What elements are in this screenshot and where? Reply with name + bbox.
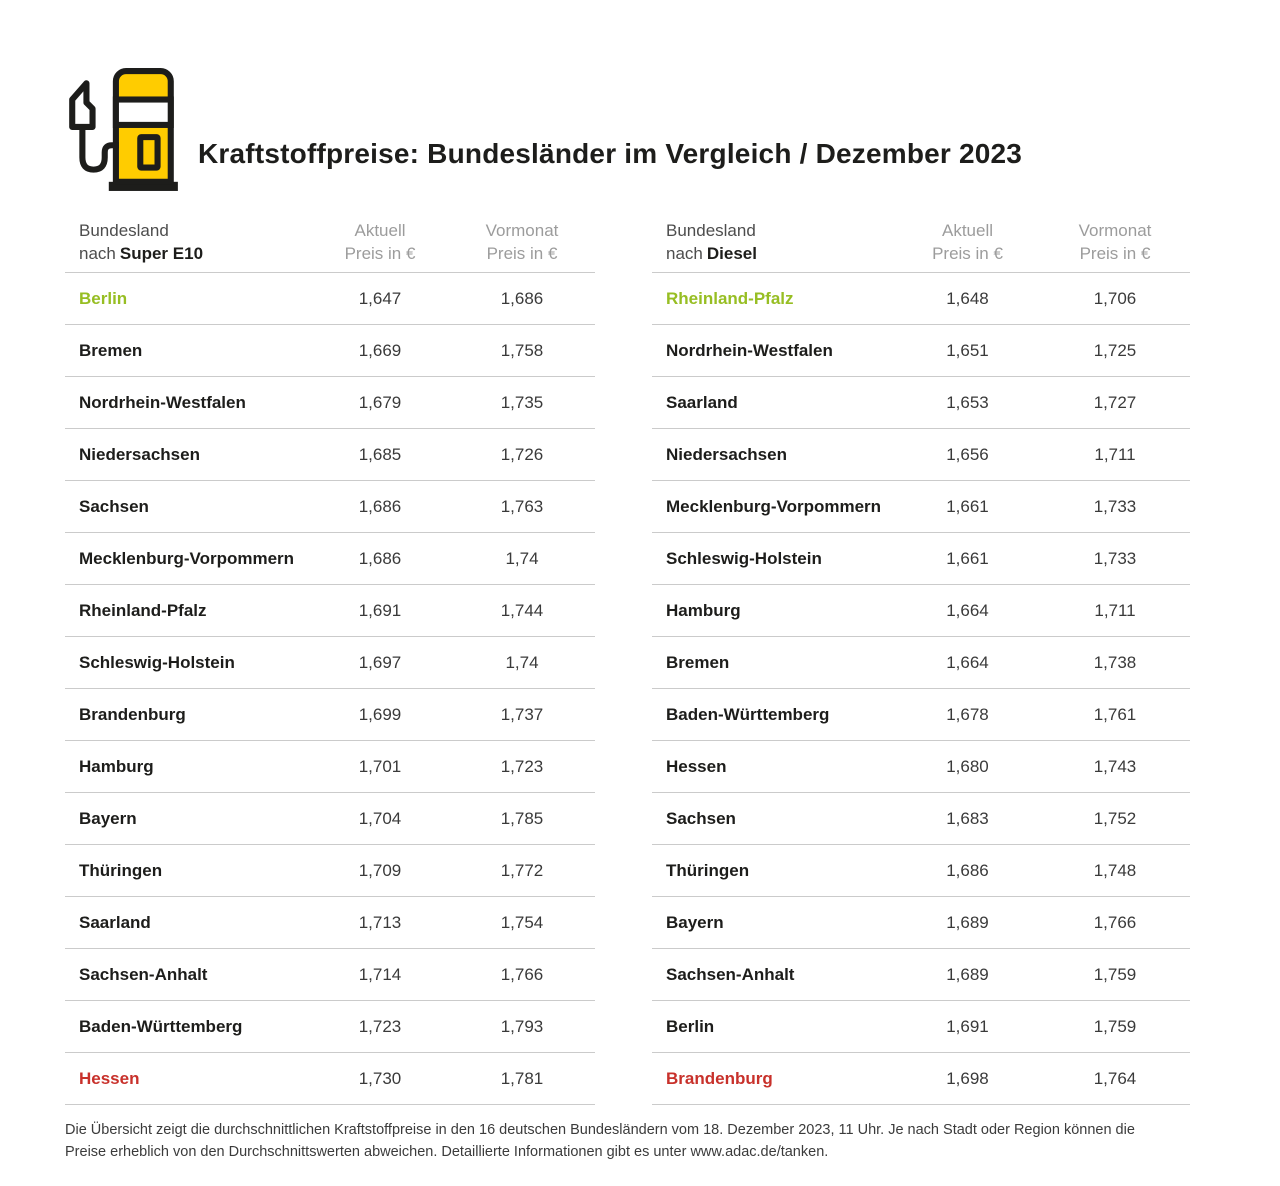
vormonat-price: 1,743 <box>1093 756 1137 776</box>
aktuell-price: 1,685 <box>358 444 402 464</box>
vormonat-price: 1,74 <box>505 548 539 568</box>
table-row <box>65 897 595 949</box>
vormonat-price: 1,738 <box>1093 652 1137 672</box>
vormonat-price: 1,754 <box>500 912 544 932</box>
fuel-name-label: Super E10 <box>119 244 204 263</box>
table-row <box>652 273 1190 325</box>
footnote-line2: Preise erheblich von den Durchschnittswerten abweichen. Detaillierte Informationen gibt es unter www.adac.de/tanken. <box>65 1144 829 1160</box>
state-name: Hessen <box>666 756 727 776</box>
state-name: Berlin <box>666 1016 715 1036</box>
vormonat-price: 1,772 <box>500 860 544 880</box>
vormonat-price: 1,766 <box>500 964 544 984</box>
vormonat-column-header: Vormonat Preis in € <box>1078 221 1152 263</box>
vormonat-price: 1,748 <box>1093 860 1137 880</box>
state-name: Saarland <box>666 392 738 412</box>
state-name: Rheinland-Pfalz <box>79 600 207 620</box>
state-name: Mecklenburg-Vorpommern <box>79 548 295 568</box>
footnote <box>65 1119 1225 1163</box>
vormonat-price: 1,761 <box>1093 704 1137 724</box>
table-row <box>652 1053 1190 1105</box>
aktuell-price: 1,698 <box>946 1068 989 1088</box>
aktuell-price: 1,678 <box>946 704 989 724</box>
state-name: Sachsen-Anhalt <box>79 964 208 984</box>
aktuell-price: 1,653 <box>946 392 989 412</box>
state-name: Bayern <box>666 912 724 932</box>
table-row <box>652 429 1190 481</box>
state-column-header <box>65 219 311 265</box>
vormonat-price: 1,686 <box>500 288 544 308</box>
table-row <box>65 845 595 897</box>
table-row <box>652 325 1190 377</box>
aktuell-price: 1,699 <box>358 704 402 724</box>
page-title: Kraftstoffpreise: Bundesländer im Vergleich / Dezember 2023 <box>198 138 1023 169</box>
table-header <box>65 219 595 273</box>
table-header <box>652 219 1190 273</box>
table-body <box>652 273 1190 1105</box>
vormonat-price: 1,733 <box>1093 496 1137 516</box>
state-name: Bremen <box>79 340 143 360</box>
footnote-line1: Die Übersicht zeigt die durchschnittlichen Kraftstoffpreise in den 16 deutschen Bundesländern vom 18. Dezember 2023, 11 Uhr. Je nach Stadt oder Region können die <box>65 1122 1135 1138</box>
vormonat-price: 1,793 <box>500 1016 544 1036</box>
aktuell-column-header: Aktuell Preis in € <box>344 221 416 263</box>
table-row <box>652 689 1190 741</box>
table-row <box>65 533 595 585</box>
state-name: Brandenburg <box>79 704 186 724</box>
table-row <box>65 689 595 741</box>
table-row <box>652 533 1190 585</box>
aktuell-price: 1,661 <box>946 496 989 516</box>
aktuell-price: 1,713 <box>358 912 402 932</box>
vormonat-column-header: Vormonat Preis in € <box>485 221 559 263</box>
table-row <box>65 429 595 481</box>
aktuell-price: 1,714 <box>358 964 402 984</box>
vormonat-price: 1,744 <box>500 600 544 620</box>
state-name: Niedersachsen <box>79 444 200 464</box>
diesel-table <box>652 219 1190 1105</box>
aktuell-price: 1,709 <box>358 860 402 880</box>
state-name: Baden-Württemberg <box>79 1016 243 1036</box>
table-row <box>652 377 1190 429</box>
aktuell-price: 1,686 <box>358 548 402 568</box>
state-name: Bayern <box>79 808 137 828</box>
aktuell-price: 1,686 <box>946 860 989 880</box>
table-row <box>652 741 1190 793</box>
vormonat-price: 1,726 <box>500 444 544 464</box>
aktuell-price: 1,680 <box>946 756 989 776</box>
table-row <box>65 325 595 377</box>
state-name: Bremen <box>666 652 730 672</box>
state-name: Berlin <box>79 288 128 308</box>
table-row <box>652 793 1190 845</box>
vormonat-price: 1,766 <box>1093 912 1137 932</box>
state-name: Hamburg <box>79 756 154 776</box>
fuel-name-label: Diesel <box>706 244 757 263</box>
state-header-line1: Bundesland <box>666 221 756 240</box>
aktuell-price: 1,730 <box>358 1068 402 1088</box>
vormonat-price: 1,727 <box>1093 392 1137 412</box>
aktuell-price: 1,689 <box>946 912 989 932</box>
table-row <box>65 1053 595 1105</box>
state-name: Sachsen <box>79 496 149 516</box>
table-row <box>652 845 1190 897</box>
vormonat-price: 1,758 <box>500 340 544 360</box>
table-row <box>65 793 595 845</box>
vormonat-price: 1,759 <box>1093 964 1137 984</box>
state-name: Sachsen-Anhalt <box>666 964 795 984</box>
state-name: Mecklenburg-Vorpommern <box>666 496 882 516</box>
state-name: Saarland <box>79 912 151 932</box>
vormonat-price: 1,759 <box>1093 1016 1137 1036</box>
aktuell-price: 1,661 <box>946 548 989 568</box>
aktuell-price: 1,664 <box>946 600 989 620</box>
state-name: Thüringen <box>666 860 750 880</box>
aktuell-price: 1,651 <box>946 340 989 360</box>
aktuell-price: 1,691 <box>946 1016 989 1036</box>
vormonat-price: 1,706 <box>1093 288 1137 308</box>
state-name: Thüringen <box>79 860 163 880</box>
aktuell-price: 1,669 <box>358 340 402 360</box>
vormonat-price: 1,785 <box>500 808 544 828</box>
aktuell-price: 1,723 <box>358 1016 402 1036</box>
table-row <box>65 1001 595 1053</box>
table-row <box>652 897 1190 949</box>
vormonat-price: 1,752 <box>1093 808 1137 828</box>
aktuell-price: 1,679 <box>358 392 402 412</box>
fuel-pump-icon <box>62 66 182 194</box>
table-body <box>65 273 595 1105</box>
aktuell-price: 1,701 <box>358 756 402 776</box>
aktuell-price: 1,656 <box>946 444 989 464</box>
state-name: Brandenburg <box>666 1068 773 1088</box>
table-row <box>65 949 595 1001</box>
state-header-line2: nach Diesel <box>666 244 757 263</box>
vormonat-price: 1,74 <box>505 652 539 672</box>
super-e10-table <box>65 219 595 1105</box>
vormonat-price: 1,725 <box>1093 340 1137 360</box>
table-row <box>65 273 595 325</box>
vormonat-price: 1,764 <box>1093 1068 1137 1088</box>
aktuell-price: 1,704 <box>358 808 402 828</box>
aktuell-price: 1,689 <box>946 964 989 984</box>
vormonat-price: 1,735 <box>500 392 544 412</box>
vormonat-price: 1,781 <box>500 1068 544 1088</box>
table-row <box>652 637 1190 689</box>
table-row <box>652 1001 1190 1053</box>
state-name: Niedersachsen <box>666 444 787 464</box>
state-name: Sachsen <box>666 808 736 828</box>
table-row <box>652 949 1190 1001</box>
state-name: Hamburg <box>666 600 741 620</box>
table-row <box>65 741 595 793</box>
table-row <box>652 585 1190 637</box>
vormonat-price: 1,733 <box>1093 548 1137 568</box>
vormonat-price: 1,711 <box>1094 600 1136 620</box>
aktuell-column-header: Aktuell Preis in € <box>932 221 1003 263</box>
aktuell-price: 1,686 <box>358 496 402 516</box>
state-name: Nordrhein-Westfalen <box>79 392 246 412</box>
vormonat-price: 1,737 <box>500 704 544 724</box>
state-header-line1: Bundesland <box>79 221 169 240</box>
aktuell-price: 1,683 <box>946 808 989 828</box>
vormonat-price: 1,723 <box>500 756 544 776</box>
state-name: Schleswig-Holstein <box>666 548 822 568</box>
aktuell-price: 1,664 <box>946 652 989 672</box>
state-name: Rheinland-Pfalz <box>666 288 794 308</box>
table-row <box>65 481 595 533</box>
state-name: Schleswig-Holstein <box>79 652 235 672</box>
aktuell-price: 1,697 <box>358 652 402 672</box>
state-name: Nordrhein-Westfalen <box>666 340 833 360</box>
state-name: Hessen <box>79 1068 140 1088</box>
vormonat-price: 1,711 <box>1094 444 1136 464</box>
table-row <box>65 637 595 689</box>
aktuell-price: 1,691 <box>358 600 402 620</box>
aktuell-price: 1,648 <box>946 288 989 308</box>
vormonat-price: 1,763 <box>500 496 544 516</box>
table-row <box>65 377 595 429</box>
table-row <box>652 481 1190 533</box>
state-name: Baden-Württemberg <box>666 704 830 724</box>
table-row <box>65 585 595 637</box>
aktuell-price: 1,647 <box>358 288 402 308</box>
state-header-line2: nach Super E10 <box>79 244 204 263</box>
state-column-header <box>652 219 895 265</box>
